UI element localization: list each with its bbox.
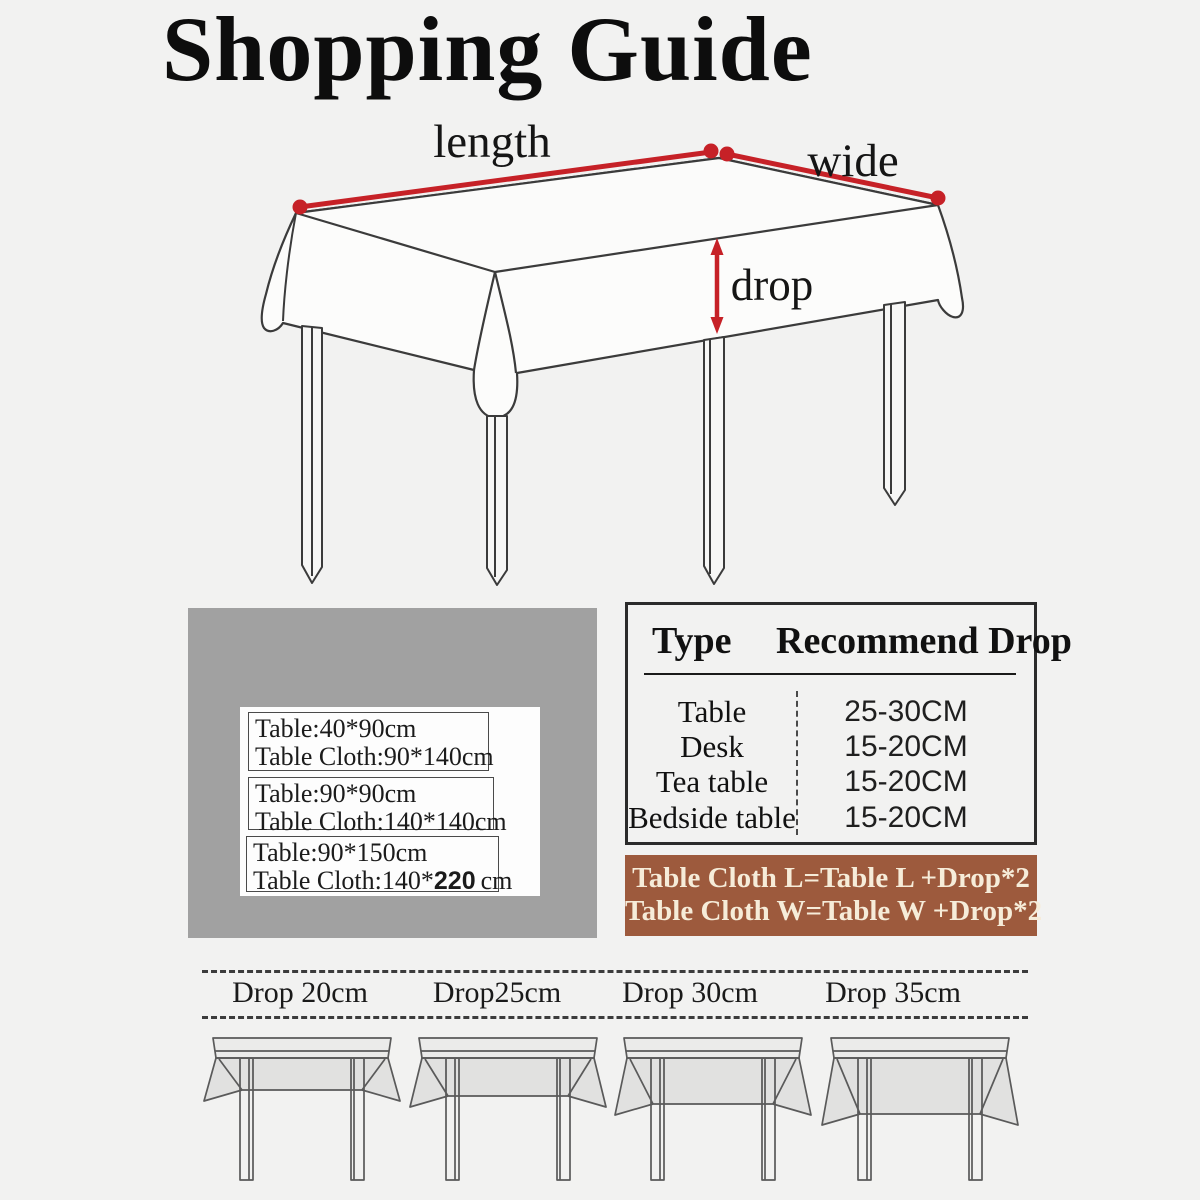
example-table-drop-30 [615, 1038, 811, 1180]
row-1-drop: 25-30CM [844, 695, 968, 728]
row-2-drop: 15-20CM [844, 730, 968, 763]
drop-table-header-drop: Recommend Drop [776, 620, 1072, 662]
size-guide-panel [240, 707, 540, 896]
formula-box [625, 855, 1043, 936]
size-option-3 [246, 836, 513, 895]
size-option-1 [248, 712, 494, 771]
size-option-1-table: Table:40*90cm [255, 714, 417, 743]
wide-dot-right [931, 191, 946, 206]
size-option-2 [248, 777, 507, 836]
tabletop [831, 1038, 1009, 1058]
example-table-drop-20 [204, 1038, 400, 1180]
row-1-type: Table [677, 694, 747, 729]
drop-example-illustrations [0, 1030, 1200, 1200]
drop-example-label-25: Drop25cm [432, 976, 562, 1009]
drop-table-row-4 [628, 801, 1034, 835]
drop-table-header-type: Type [652, 620, 732, 662]
drop-label: drop [730, 260, 814, 310]
formula-line-2: Table Cloth W=Table W +Drop*2 [625, 895, 1043, 927]
wide-dot-left [720, 147, 735, 162]
size-option-3-cloth-suffix: cm [480, 866, 513, 895]
tabletop [419, 1038, 597, 1058]
length-label: length [433, 116, 551, 168]
size-option-3-cloth-bold: 220 [433, 867, 476, 895]
length-dot-right [704, 144, 719, 159]
row-4-type: Bedside table [628, 800, 796, 835]
size-option-3-cloth [253, 866, 513, 895]
size-option-2-table: Table:90*90cm [255, 779, 417, 808]
drop-table-row-2 [628, 730, 1034, 764]
dashed-rule-top [202, 970, 1028, 973]
size-option-3-cloth-prefix: Table Cloth:140* [253, 866, 434, 895]
back-right-leg [884, 302, 905, 505]
tablecloth-measure-diagram [0, 100, 1200, 610]
size-option-1-cloth: Table Cloth:90*140cm [255, 742, 494, 771]
drop-table-row-1 [628, 695, 1034, 729]
drop-example-label-20: Drop 20cm [232, 976, 368, 1009]
row-3-type: Tea table [655, 764, 769, 799]
size-option-2-cloth: Table Cloth:140*140cm [255, 807, 507, 836]
example-table-drop-25 [410, 1038, 606, 1180]
drop-example-label-30: Drop 30cm [622, 976, 758, 1009]
formula-line-1: Table Cloth L=Table L +Drop*2 [632, 862, 1030, 894]
row-4-drop: 15-20CM [844, 801, 968, 834]
back-left-leg [704, 337, 724, 584]
size-guide-box [188, 608, 597, 938]
wide-label: wide [807, 135, 899, 187]
tabletop [213, 1038, 391, 1058]
tabletop [624, 1038, 802, 1058]
dashed-rule-bottom [202, 1016, 1028, 1019]
row-2-type: Desk [680, 729, 744, 764]
size-option-3-table: Table:90*150cm [253, 838, 428, 867]
page-title: Shopping Guide [162, 0, 813, 100]
drop-table-header-rule [644, 673, 1016, 675]
row-3-drop: 15-20CM [844, 765, 968, 798]
front-center-leg [487, 416, 507, 585]
recommend-drop-table [625, 602, 1072, 845]
drop-example-label-35: Drop 35cm [825, 976, 961, 1009]
length-dot-left [293, 200, 308, 215]
example-table-drop-35 [822, 1038, 1018, 1180]
drop-table-row-3 [628, 765, 1034, 799]
